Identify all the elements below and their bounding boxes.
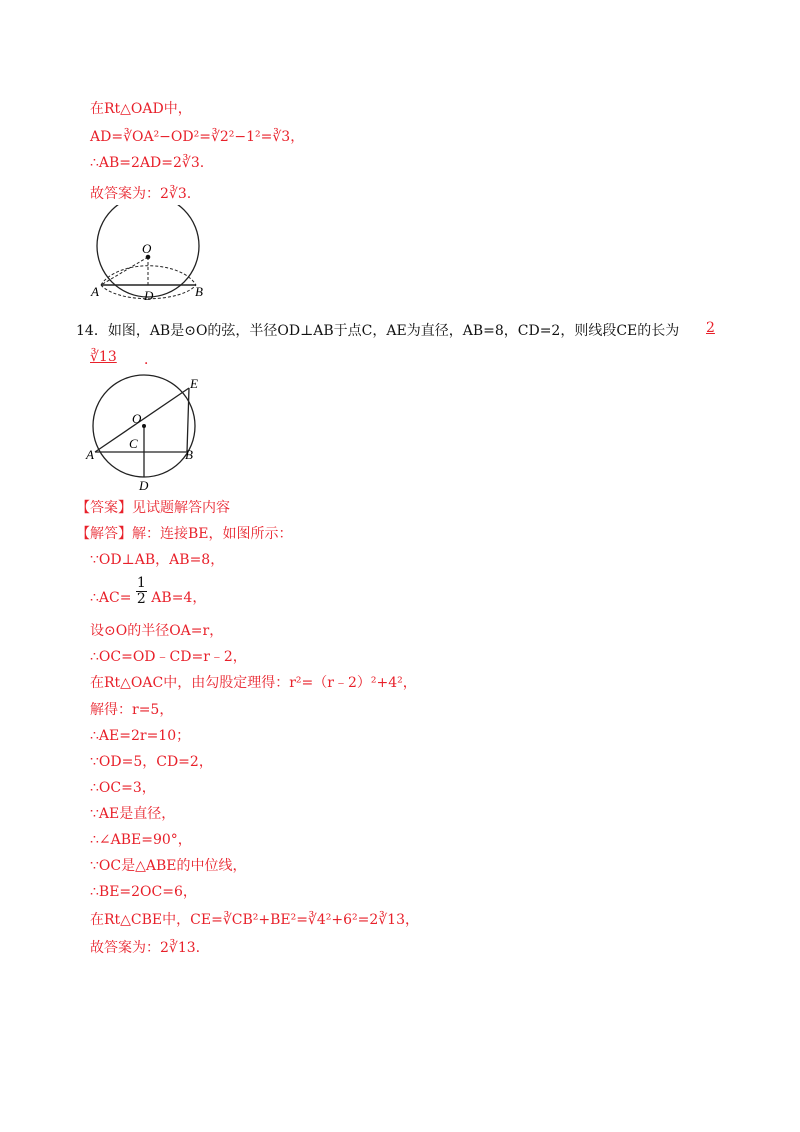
text-line-3: ∴AB=2AD=2∛3.	[90, 155, 205, 171]
fraction-denominator: 2	[136, 591, 146, 607]
solution-line-5: 在Rt△OAC中，由勾股定理得：r²=（r﹣2）²+4²，	[90, 675, 417, 691]
fig2-label-D: D	[139, 478, 149, 493]
solution-line-12: ∵OC是△ABE的中位线，	[90, 858, 247, 874]
solution-line-1: ∵OD⊥AB，AB=8，	[90, 552, 225, 568]
figure-1-circle-diagram	[88, 205, 218, 305]
solution-line-6: 解得：r=5，	[90, 702, 174, 718]
answer-blank-part1: 2	[706, 320, 715, 336]
solution-line-10: ∵AE是直径，	[90, 806, 176, 822]
question-14-text: 14．如图，AB是⊙O的弦，半径OD⊥AB于点C，AE为直径，AB=8，CD=2，则线段CE的长为	[76, 323, 680, 339]
fig2-label-E: E	[190, 376, 198, 391]
solution-line-13: ∴BE=2OC=6，	[90, 884, 197, 900]
answer-tag: 【答案】见试题解答内容	[76, 500, 230, 516]
analysis-tag: 【解答】解：连接BE，如图所示：	[76, 526, 293, 542]
solution-line-9: ∴OC=3，	[90, 780, 156, 796]
fraction-one-half	[136, 576, 147, 607]
fraction-numerator: 1	[136, 575, 146, 591]
question-14-tail: ．	[144, 352, 158, 368]
fig2-label-B: B	[185, 447, 193, 462]
text-line-1: 在Rt△OAD中，	[90, 101, 192, 117]
solution-line-14: 在Rt△CBE中，CE=∛CB²+BE²=∛4²+6²=2∛13，	[90, 912, 419, 928]
text-line-2: AD=∛OA²−OD²=∛2²−1²=∛3，	[90, 129, 305, 145]
solution-line-8: ∵OD=5，CD=2，	[90, 754, 213, 770]
solution-line-15: 故答案为：2∛13.	[90, 940, 201, 956]
answer-blank-part2: ∛13	[90, 349, 117, 365]
fig1-label-A: A	[91, 284, 99, 299]
text-line-4: 故答案为：2∛3.	[90, 186, 192, 202]
solution-line-2	[90, 576, 206, 607]
solution-line-2-prefix: ∴AC=	[90, 589, 132, 606]
solution-line-4: ∴OC=OD﹣CD=r﹣2，	[90, 649, 247, 665]
solution-line-2-suffix: AB=4，	[151, 589, 207, 606]
fig1-label-D: D	[144, 288, 154, 303]
fig1-label-B: B	[195, 284, 203, 299]
solution-line-7: ∴AE=2r=10；	[90, 728, 191, 744]
solution-line-3: 设⊙O的半径OA=r，	[90, 623, 224, 639]
solution-line-11: ∴∠ABE=90°，	[90, 832, 192, 848]
fig2-label-A: A	[86, 447, 94, 462]
fig2-label-C: C	[129, 436, 138, 451]
fig1-label-O: O	[142, 241, 152, 256]
figure-2-circle-diagram	[85, 373, 210, 493]
fig2-label-O: O	[132, 411, 142, 426]
